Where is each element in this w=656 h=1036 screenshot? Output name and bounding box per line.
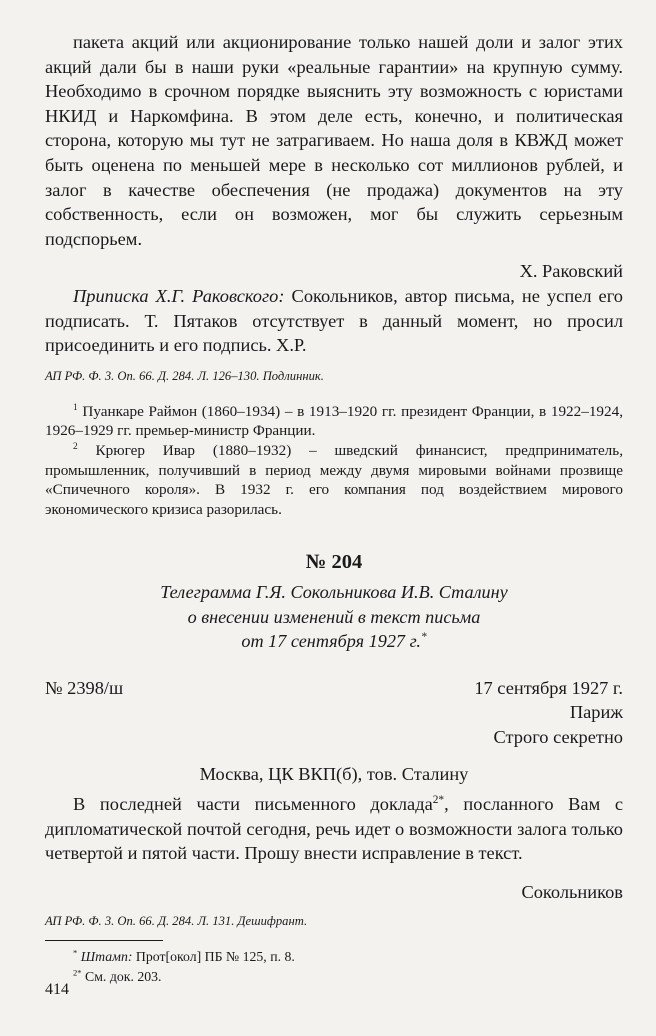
footnote-text: Пуанкаре Раймон (1860–1934) – в 1913–1920 гг. президент Франции, в 1922–1924, 1926–1929 гг. премьер-министр Франции.	[45, 402, 623, 440]
footnote-mark: 1	[73, 402, 78, 413]
telegram-date: 17 сентября 1927 г.	[474, 677, 623, 698]
footnote-mark: 2*	[73, 966, 82, 977]
signature-rakovsky: Х. Раковский	[519, 261, 623, 282]
page-number: 414	[45, 981, 69, 998]
signature-sokolnikov: Сокольников	[521, 881, 623, 902]
telegram-place: Париж	[569, 702, 623, 723]
telegram-address: Москва, ЦК ВКП(б), тов. Сталину	[199, 763, 469, 784]
footnote	[45, 441, 623, 519]
footnote-ref: *	[420, 631, 427, 644]
title-line: о внесении изменений в текст письма	[187, 606, 481, 627]
footnote-text: См. док. 203.	[81, 968, 162, 984]
archive-source-2: АП РФ. Ф. 3. Оп. 66. Д. 284. Л. 131. Дешифрант.	[45, 913, 308, 928]
postscript-text: Сокольников, автор письма, не успел его подписать. Т. Пятаков отсутствует в данный момент, но просил присоединить и его подпись. Х.Р.	[45, 285, 623, 356]
footnote-label: Штамп:	[80, 948, 133, 964]
postscript	[45, 284, 623, 358]
footnote-mark: *	[73, 946, 78, 957]
footnote	[45, 967, 623, 987]
letter-closing-paragraph: пакета акций или акционирование только нашей доли и залог этих акций дали бы в наши руки «реальные гарантии» на крупную сумму. Необходимо в срочном порядке выяснить эту возможность с юристами НКИД и Наркомфина. В этом деле есть, конечно, и политическая сторона, которую мы тут не затрагиваем. Но наша доля в КВЖД может быть оценена по меньшей мере в несколько сот миллионов рублей, и залог в качестве обеспечения (не продажа) документов на эту собственность, если он возможен, мог бы служить серьезным подспорьем.	[45, 32, 623, 249]
telegram-header-row	[45, 676, 623, 701]
footnote	[45, 947, 623, 967]
footnote-divider	[45, 940, 163, 941]
footnote-mark: 2	[73, 441, 78, 452]
document-number: № 204	[305, 551, 363, 574]
archive-source-1: АП РФ. Ф. 3. Оп. 66. Д. 284. Л. 126–130. Подлинник.	[45, 368, 324, 383]
telegram-number: № 2398/ш	[45, 677, 124, 698]
footnote-text: Крюгер Ивар (1880–1932) – шведский финансист, предприниматель, промышленник, получивший в период между двумя мировыми войнами прозвище «Спичечного короля». В 1932 г. его компания под воздействием мирового экономического кризиса разорилась.	[45, 441, 623, 518]
title-line: от 17 сентября 1927 г.*	[241, 631, 427, 652]
footnote	[45, 402, 623, 441]
document-page	[45, 30, 623, 987]
document-title	[45, 580, 623, 654]
footnote-ref: 2*	[432, 794, 445, 807]
footnotes-section-1	[45, 402, 623, 520]
classification-label: Строго секретно	[493, 726, 623, 747]
postscript-label: Приписка Х.Г. Раковского:	[73, 285, 285, 306]
telegram-body: В последней части письменного доклада$^{2*}$, посланного Вам с дипломатической почтой сегодня, речь идет о возможности залога только четвертой и пятой части. Прошу внести исправление в текст.	[45, 794, 623, 864]
footnote-text: Прот[окол] ПБ № 125, п. 8.	[132, 948, 295, 964]
title-line: Телеграмма Г.Я. Сокольникова И.В. Сталину	[160, 582, 508, 603]
